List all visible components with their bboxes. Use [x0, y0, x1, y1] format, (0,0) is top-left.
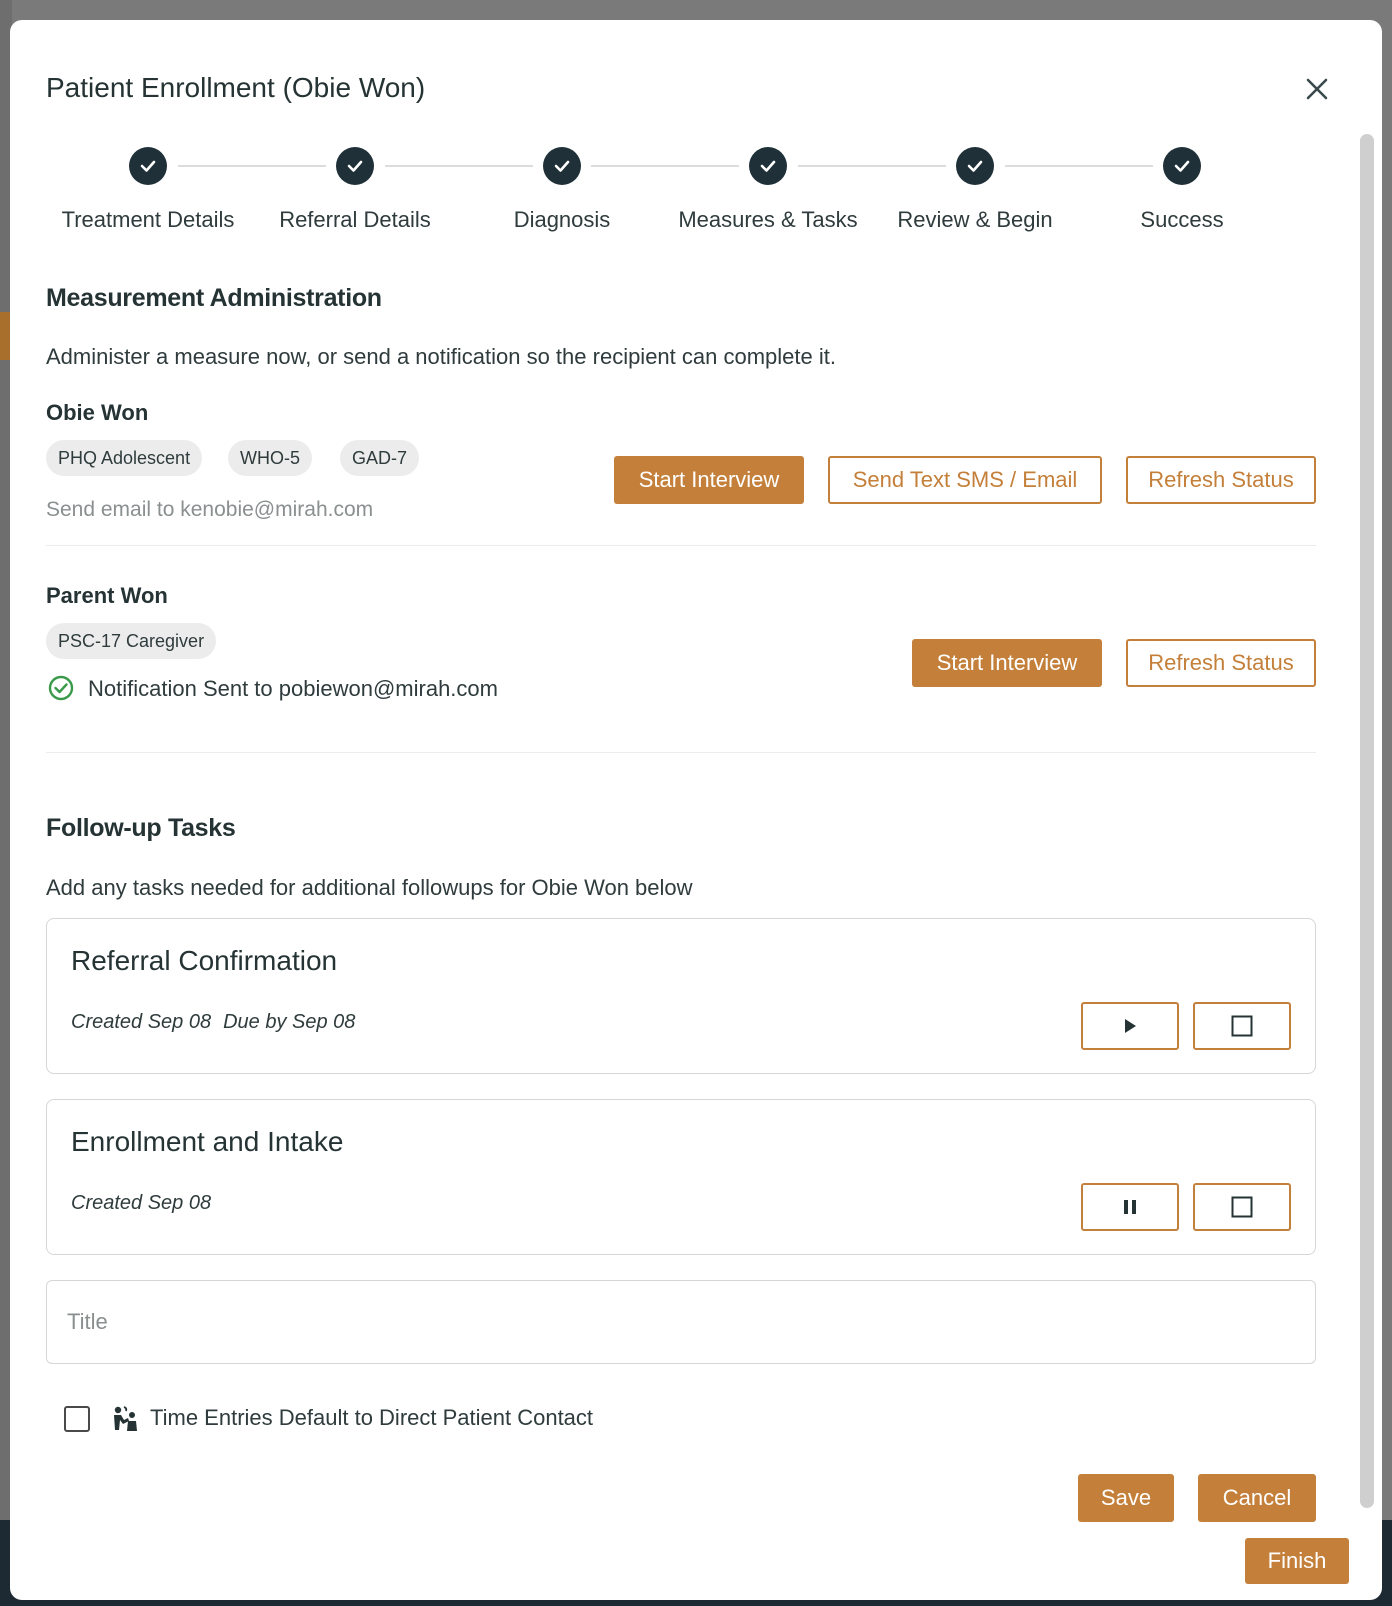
checkbox-label: Time Entries Default to Direct Patient Contact [150, 1405, 594, 1430]
check-icon [543, 147, 581, 185]
start-interview-button[interactable]: Start Interview [912, 639, 1102, 687]
step-measures-tasks[interactable] [668, 130, 868, 233]
complete-task-button[interactable] [1193, 1183, 1291, 1231]
step-diagnosis[interactable] [462, 130, 662, 233]
close-button[interactable] [1300, 72, 1334, 106]
divider [46, 752, 1316, 753]
check-icon [1163, 147, 1201, 185]
task-created: Created Sep 08 [71, 1192, 212, 1214]
finish-button[interactable]: Finish [1245, 1538, 1349, 1584]
task-created: Created Sep 08 [71, 1011, 212, 1033]
measure-chip: GAD-7 [340, 440, 419, 476]
measurement-section-title: Measurement Administration [46, 284, 382, 312]
measurement-description: Administer a measure now, or send a notification so the recipient can complete it. [46, 344, 836, 369]
measure-chip: PHQ Adolescent [46, 440, 202, 476]
cancel-button[interactable]: Cancel [1198, 1474, 1316, 1522]
measure-chip: WHO-5 [228, 440, 312, 476]
measure-chip: PSC-17 Caregiver [46, 623, 216, 659]
divider [46, 545, 1316, 546]
step-label: Treatment Details [61, 207, 235, 232]
people-talking-icon [110, 1402, 142, 1434]
task-due: Due by Sep 08 [223, 1011, 356, 1033]
new-task-title-input[interactable] [46, 1280, 1316, 1364]
square-icon [1230, 1014, 1254, 1038]
step-treatment-details[interactable] [48, 130, 248, 233]
close-icon [1300, 72, 1334, 106]
step-label: Measures & Tasks [678, 207, 858, 232]
refresh-status-button[interactable]: Refresh Status [1126, 456, 1316, 504]
step-success[interactable] [1082, 130, 1282, 233]
step-label: Diagnosis [513, 207, 611, 232]
check-icon [129, 147, 167, 185]
step-label: Success [1140, 207, 1224, 232]
modal-title: Patient Enrollment (Obie Won) [46, 72, 426, 103]
step-review-begin[interactable] [875, 130, 1075, 233]
save-button[interactable]: Save [1078, 1474, 1174, 1522]
recipient-status: Send email to kenobie@mirah.com [46, 498, 374, 521]
task-title: Referral Confirmation [71, 945, 338, 976]
pause-task-button[interactable] [1081, 1183, 1179, 1231]
play-icon [1121, 1017, 1139, 1035]
progress-stepper [46, 130, 1306, 250]
step-referral-details[interactable] [255, 130, 455, 233]
scrollbar[interactable] [1360, 134, 1374, 1508]
direct-contact-checkbox[interactable] [64, 1406, 90, 1432]
task-meta [71, 1192, 211, 1215]
task-meta [71, 1011, 355, 1034]
task-card [46, 1099, 1316, 1255]
followup-section-title: Follow-up Tasks [46, 814, 236, 842]
start-interview-button[interactable]: Start Interview [614, 456, 804, 504]
task-card [46, 918, 1316, 1074]
square-icon [1230, 1195, 1254, 1219]
send-sms-email-button[interactable]: Send Text SMS / Email [828, 456, 1102, 504]
task-title: Enrollment and Intake [71, 1126, 344, 1157]
followup-description: Add any tasks needed for additional followups for Obie Won below [46, 875, 693, 900]
refresh-status-button[interactable]: Refresh Status [1126, 639, 1316, 687]
step-label: Review & Begin [897, 207, 1053, 232]
check-icon [336, 147, 374, 185]
notification-status: Notification Sent to pobiewon@mirah.com [88, 676, 498, 701]
check-icon [749, 147, 787, 185]
recipient-name: Parent Won [46, 583, 168, 608]
complete-task-button[interactable] [1193, 1002, 1291, 1050]
enrollment-modal [10, 20, 1382, 1600]
check-icon [956, 147, 994, 185]
pause-icon [1121, 1198, 1139, 1216]
recipient-name: Obie Won [46, 400, 149, 425]
check-circle-icon [47, 674, 75, 702]
start-task-button[interactable] [1081, 1002, 1179, 1050]
step-label: Referral Details [279, 207, 431, 232]
